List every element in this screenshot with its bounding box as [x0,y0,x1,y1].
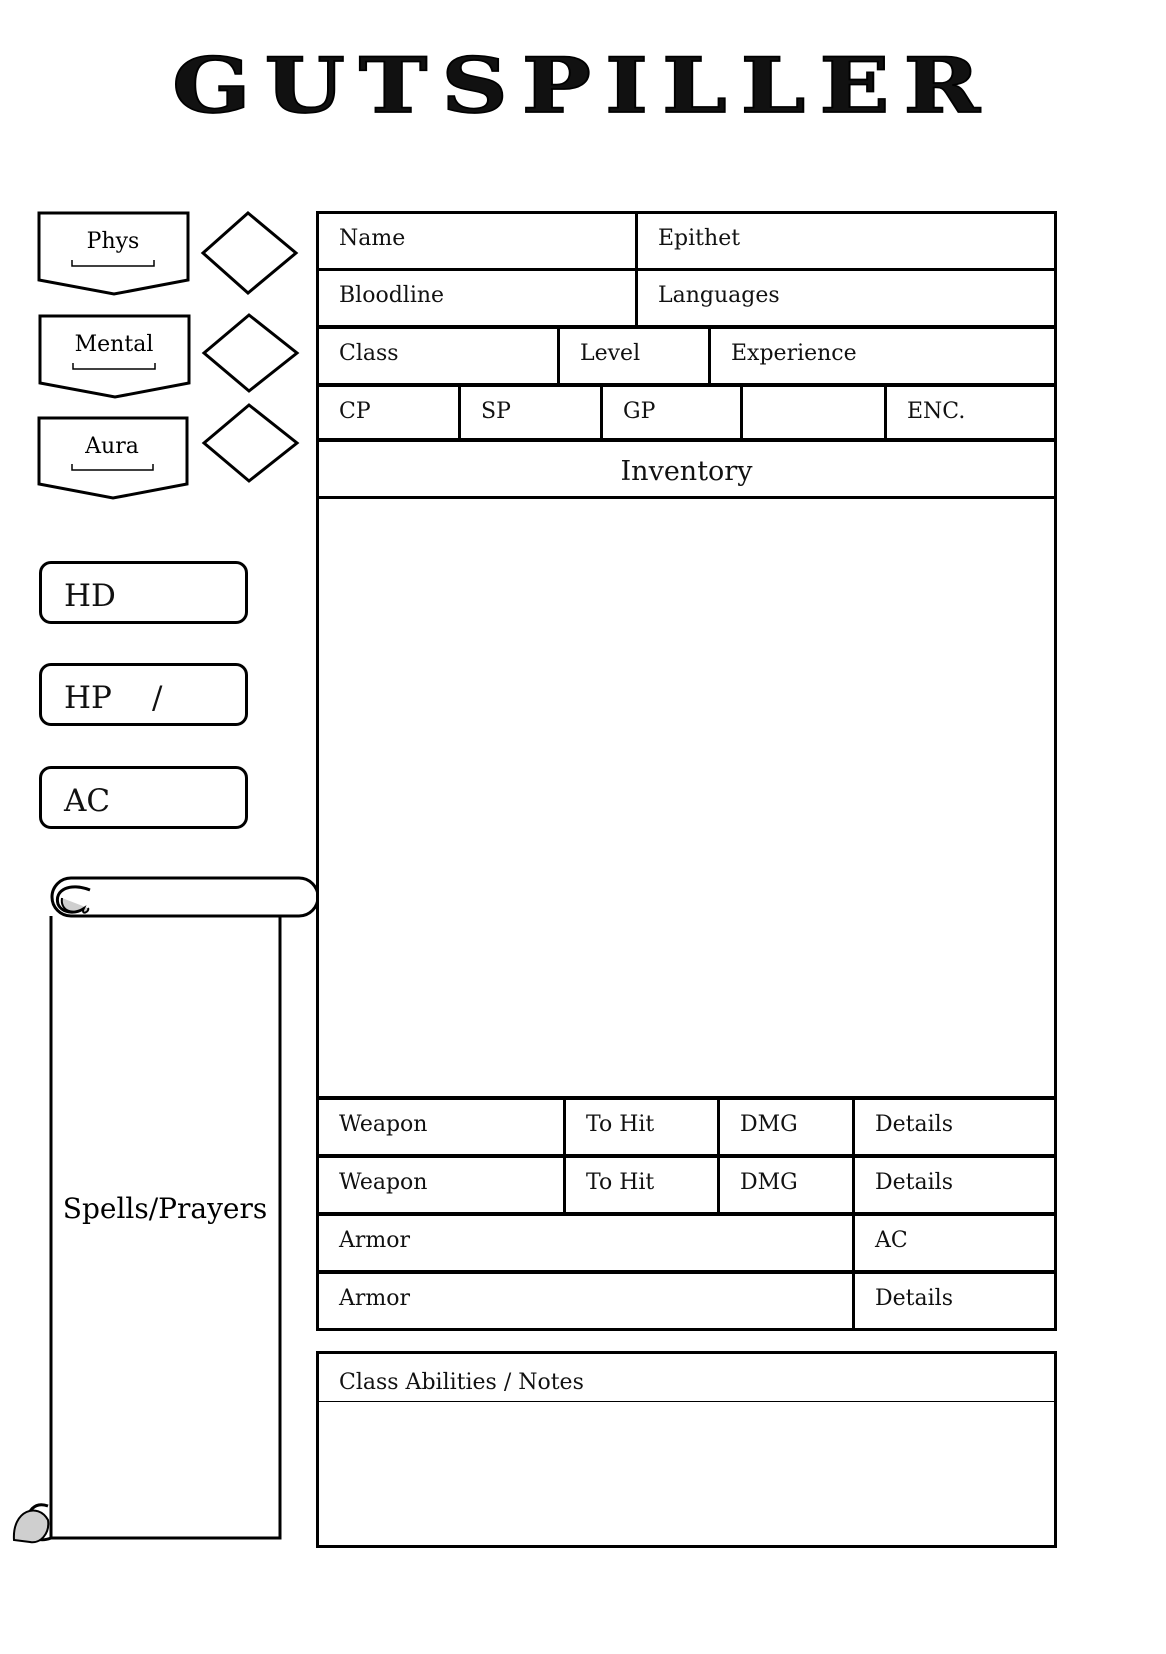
spells-label: Spells/Prayers [62,1192,268,1225]
hp-field[interactable] [39,663,248,726]
epithet-field[interactable] [635,211,1057,271]
attribute-label-mental: Mental [74,332,154,357]
attribute-badge-phys [39,213,188,294]
hd-label: HD [64,578,116,614]
dmg-field-2[interactable] [717,1155,855,1215]
languages-label: Languages [658,283,780,308]
experience-field[interactable] [708,326,1057,386]
bloodline-field[interactable] [316,268,638,328]
hd-field[interactable] [39,561,248,624]
level-label: Level [580,341,641,366]
attribute-badge-mental [40,316,189,397]
details-field-2[interactable] [852,1155,1057,1215]
class-field[interactable] [316,326,560,386]
weapon-label-1: Weapon [339,1112,428,1137]
attribute-diamond-aura[interactable] [204,405,297,481]
armor-ac-label: AC [875,1228,908,1253]
notes-box[interactable] [316,1351,1057,1548]
attribute-label-aura: Aura [85,434,139,459]
weapon-field-2[interactable] [316,1155,566,1215]
dmg-field-1[interactable] [717,1097,855,1157]
spells-scroll[interactable] [0,860,330,1560]
armor-field-1[interactable] [316,1213,855,1273]
to-hit-label-2: To Hit [586,1170,655,1195]
armor-field-2[interactable] [316,1271,855,1331]
dmg-label-2: DMG [740,1170,798,1195]
cp-label: CP [339,399,371,424]
name-field[interactable] [316,211,638,271]
gp-field[interactable] [600,384,743,441]
armor-details-label: Details [875,1286,953,1311]
hp-separator: / [152,680,163,716]
epithet-label: Epithet [658,226,741,251]
notes-heading: Class Abilities / Notes [339,1370,584,1395]
details-field-1[interactable] [852,1097,1057,1157]
dmg-label-1: DMG [740,1112,798,1137]
enc-label: ENC. [907,399,966,424]
attribute-diamond-mental[interactable] [204,315,297,391]
class-label: Class [339,341,399,366]
level-field[interactable] [557,326,711,386]
armor-ac-field[interactable] [852,1213,1057,1273]
inventory-area[interactable] [316,496,1057,1099]
blank-currency-field[interactable] [740,384,887,441]
to-hit-field-1[interactable] [563,1097,720,1157]
armor-label-2: Armor [339,1286,411,1311]
name-label: Name [339,226,406,251]
languages-field[interactable] [635,268,1057,328]
sp-field[interactable] [458,384,603,441]
attribute-diamond-phys[interactable] [203,213,296,293]
details-label-1: Details [875,1112,953,1137]
bloodline-label: Bloodline [339,283,445,308]
ac-label: AC [64,783,111,819]
weapon-field-1[interactable] [316,1097,566,1157]
gp-label: GP [623,399,656,424]
sheet-title: GUTSPILLER [172,41,994,131]
attribute-label-phys: Phys [86,229,140,254]
details-label-2: Details [875,1170,953,1195]
notes-divider [319,1401,1054,1402]
sp-label: SP [481,399,511,424]
enc-field[interactable] [884,384,1057,441]
attribute-badge-aura [39,418,187,498]
weapon-label-2: Weapon [339,1170,428,1195]
inventory-header [316,439,1057,499]
to-hit-label-1: To Hit [586,1112,655,1137]
armor-label-1: Armor [339,1228,411,1253]
experience-label: Experience [731,341,857,366]
to-hit-field-2[interactable] [563,1155,720,1215]
attribute-badges [0,0,320,520]
ac-field[interactable] [39,766,248,829]
armor-details-field[interactable] [852,1271,1057,1331]
cp-field[interactable] [316,384,461,441]
inventory-heading: Inventory [620,456,753,487]
hp-label: HP [64,680,112,716]
